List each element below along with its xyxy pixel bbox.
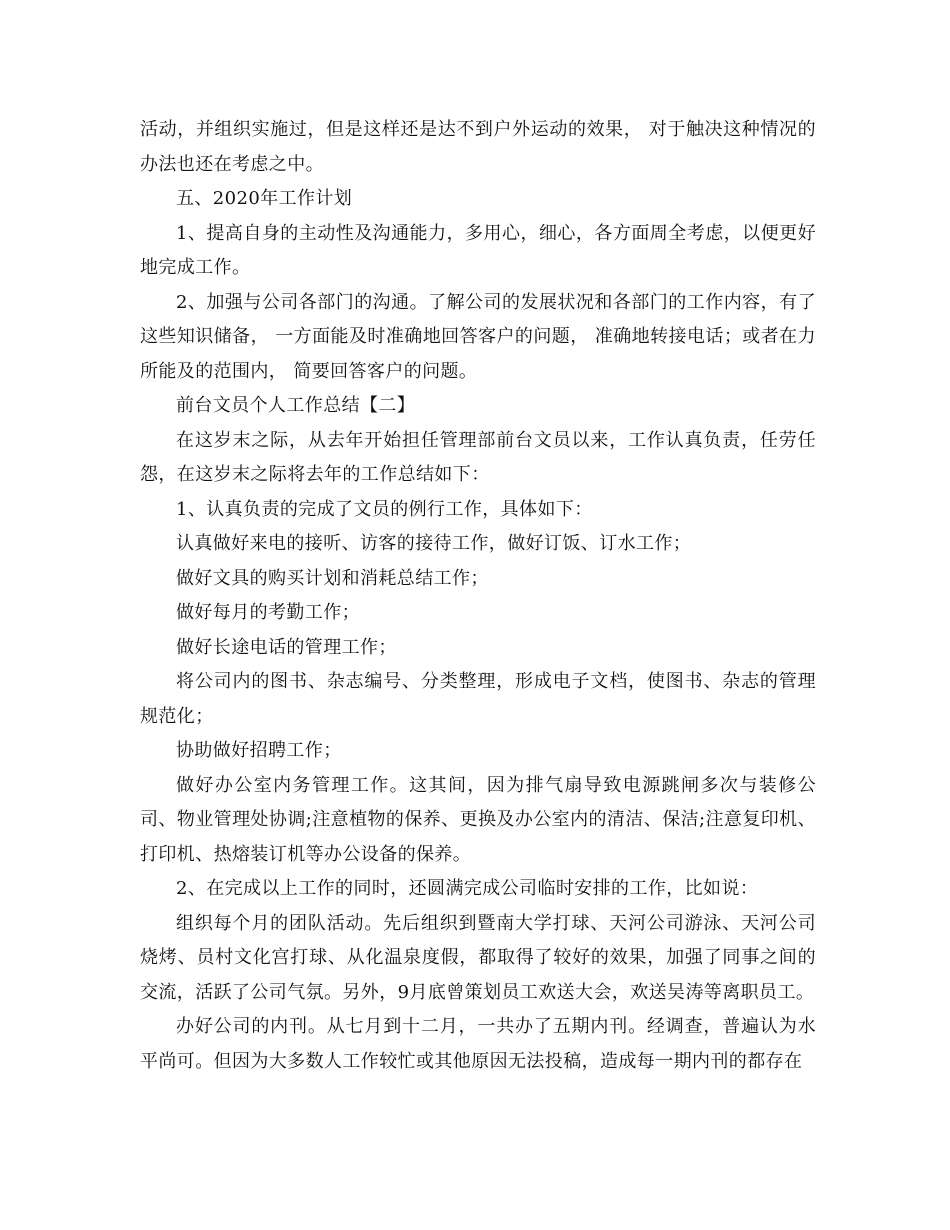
paragraph: 组织每个月的团队活动。先后组织到暨南大学打球、天河公司游泳、天河公司烧烤、员村文化宫打球、从化温泉度假，都取得了较好的效果，加强了同事之间的交流，活跃了公司气氛。另外，9月底曾策划员工欢送大会，欢送吴涛等离职员工。 bbox=[140, 912, 816, 1003]
paragraph: 办好公司的内刊。从七月到十二月，一共办了五期内刊。经调查，普遍认为水平尚可。但因为大多数人工作较忙或其他原因无法投稿，造成每一期内刊的都存在 bbox=[140, 1016, 816, 1072]
list-item: 做好文具的购买计划和消耗总结工作； bbox=[176, 567, 489, 589]
document-body bbox=[140, 113, 816, 1079]
paragraph: 在这岁末之际，从去年开始担任管理部前台文员以来，工作认真负责，任劳任怨，在这岁末之际将去年的工作总结如下： bbox=[140, 429, 816, 485]
section-heading: 前台文员个人工作总结【二】 bbox=[176, 395, 416, 416]
paragraph: 2、加强与公司各部门的沟通。了解公司的发展状况和各部门的工作内容，有了这些知识储备， 一方面能及时准确地回答客户的问题， 准确地转接电话；或者在力所能及的范围内， 简要回答客户的问题。 bbox=[140, 291, 816, 382]
paragraph: 做好办公室内务管理工作。这其间，因为排气扇导致电源跳闸多次与装修公司、物业管理处协调;注意植物的保养、更换及办公室内的清洁、保洁;注意复印机、打印机、热熔装订机等办公设备的保养。 bbox=[140, 774, 816, 865]
list-item: 做好长途电话的管理工作； bbox=[176, 636, 397, 658]
paragraph: 1、认真负责的完成了文员的例行工作，具体如下： bbox=[176, 498, 593, 520]
paragraph: 2、在完成以上工作的同时，还圆满完成公司临时安排的工作，比如说： bbox=[176, 878, 759, 899]
list-item: 将公司内的图书、杂志编号、分类整理，形成电子文档，使图书、杂志的管理规范化； bbox=[140, 671, 816, 727]
paragraph: 活动，并组织实施过，但是这样还是达不到户外运动的效果， 对于触决这种情况的办法也还在考虑之中。 bbox=[140, 119, 816, 175]
paragraph: 1、提高自身的主动性及沟通能力，多用心，细心，各方面周全考虑，以便更好地完成工作。 bbox=[140, 222, 816, 278]
list-item: 协助做好招聘工作； bbox=[176, 740, 342, 761]
list-item: 做好每月的考勤工作； bbox=[176, 602, 360, 623]
section-heading: 五、2020年工作计划 bbox=[176, 188, 353, 209]
list-item: 认真做好来电的接听、访客的接待工作，做好订饭、订水工作； bbox=[176, 533, 692, 554]
